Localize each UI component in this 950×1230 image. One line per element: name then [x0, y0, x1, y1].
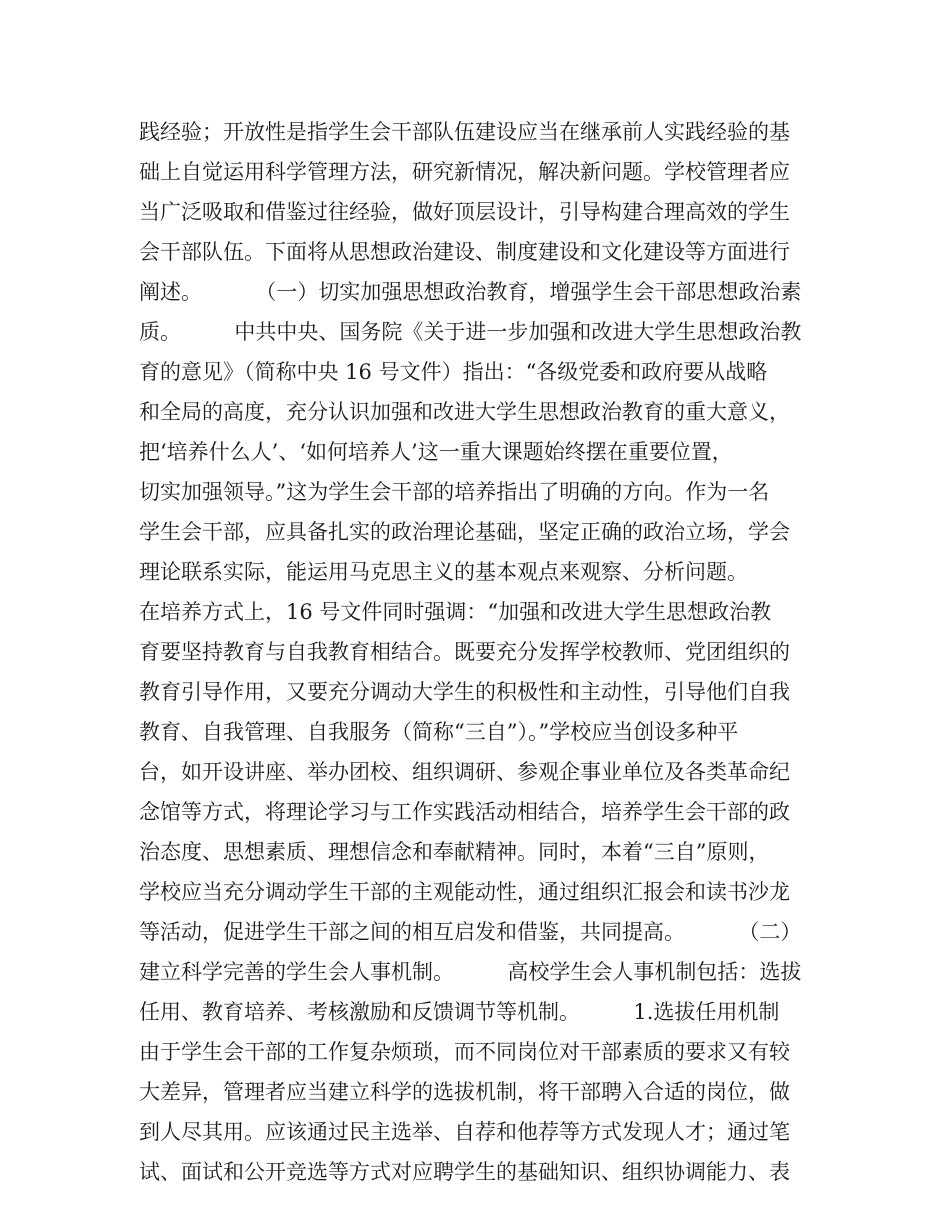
text-line: 践经验；开放性是指学生会干部队伍建设应当在继承前人实践经验的基 [139, 120, 790, 144]
text-line: 建立科学完善的学生会人事机制。 高校学生会人事机制包括：选拔 [139, 960, 802, 984]
text-line: 在培养方式上，16 号文件同时强调：“加强和改进大学生思想政治教 [139, 600, 772, 624]
text-line: 理论联系实际，能运用马克思主义的基本观点来观察、分析问题。 [139, 560, 748, 584]
text-line: 础上自觉运用科学管理方法，研究新情况，解决新问题。学校管理者应 [139, 160, 790, 184]
text-line: 任用、教育培养、考核激励和反馈调节等机制。 1.选拔任用机制 [139, 1000, 780, 1024]
text-line: 当广泛吸取和借鉴过往经验，做好顶层设计，引导构建合理高效的学生 [139, 200, 790, 224]
text-line: 教育、自我管理、自我服务（简称“三自”）。”学校应当创设多种平 [139, 720, 739, 744]
text-line: 教育引导作用，又要充分调动大学生的积极性和主动性，引导他们自我 [139, 680, 790, 704]
text-line: 学生会干部，应具备扎实的政治理论基础，坚定正确的政治立场，学会 [139, 520, 790, 544]
text-line: 由于学生会干部的工作复杂烦琐，而不同岗位对干部素质的要求又有较 [139, 1040, 790, 1064]
text-line: 等活动，促进学生干部之间的相互启发和借鉴，共同提高。 （二） [139, 920, 802, 944]
text-line: 育要坚持教育与自我教育相结合。既要充分发挥学校教师、党团组织的 [139, 640, 790, 664]
text-line: 切实加强领导。”这为学生会干部的培养指出了明确的方向。作为一名 [139, 480, 770, 504]
text-line: 会干部队伍。下面将从思想政治建设、制度建设和文化建设等方面进行 [139, 240, 790, 264]
text-line: 育的意见》（简称中央 16 号文件）指出：“各级党委和政府要从战略 [139, 360, 768, 384]
text-line: 治态度、思想素质、理想信念和奉献精神。同时，本着“三自”原则， [139, 840, 770, 864]
text-line: 大差异，管理者应当建立科学的选拔机制，将干部聘入合适的岗位，做 [139, 1080, 790, 1104]
text-line: 念馆等方式，将理论学习与工作实践活动相结合，培养学生会干部的政 [139, 800, 790, 824]
text-line: 质。 中共中央、国务院《关于进一步加强和改进大学生思想政治教 [139, 320, 802, 344]
text-line: 和全局的高度，充分认识加强和改进大学生思想政治教育的重大意义， [139, 400, 790, 424]
text-line: 台，如开设讲座、举办团校、组织调研、参观企事业单位及各类革命纪 [139, 760, 790, 784]
body-text [139, 112, 815, 1192]
text-line: 到人尽其用。应该通过民主选举、自荐和他荐等方式发现人才；通过笔 [139, 1120, 790, 1144]
text-line: 试、面试和公开竞选等方式对应聘学生的基础知识、组织协调能力、表 [139, 1160, 790, 1184]
text-line: 学校应当充分调动学生干部的主观能动性，通过组织汇报会和读书沙龙 [139, 880, 790, 904]
text-line: 把‘培养什么人’、‘如何培养人’这一重大课题始终摆在重要位置， [139, 440, 733, 464]
text-line: 阐述。 （一）切实加强思想政治教育，增强学生会干部思想政治素 [139, 280, 802, 304]
